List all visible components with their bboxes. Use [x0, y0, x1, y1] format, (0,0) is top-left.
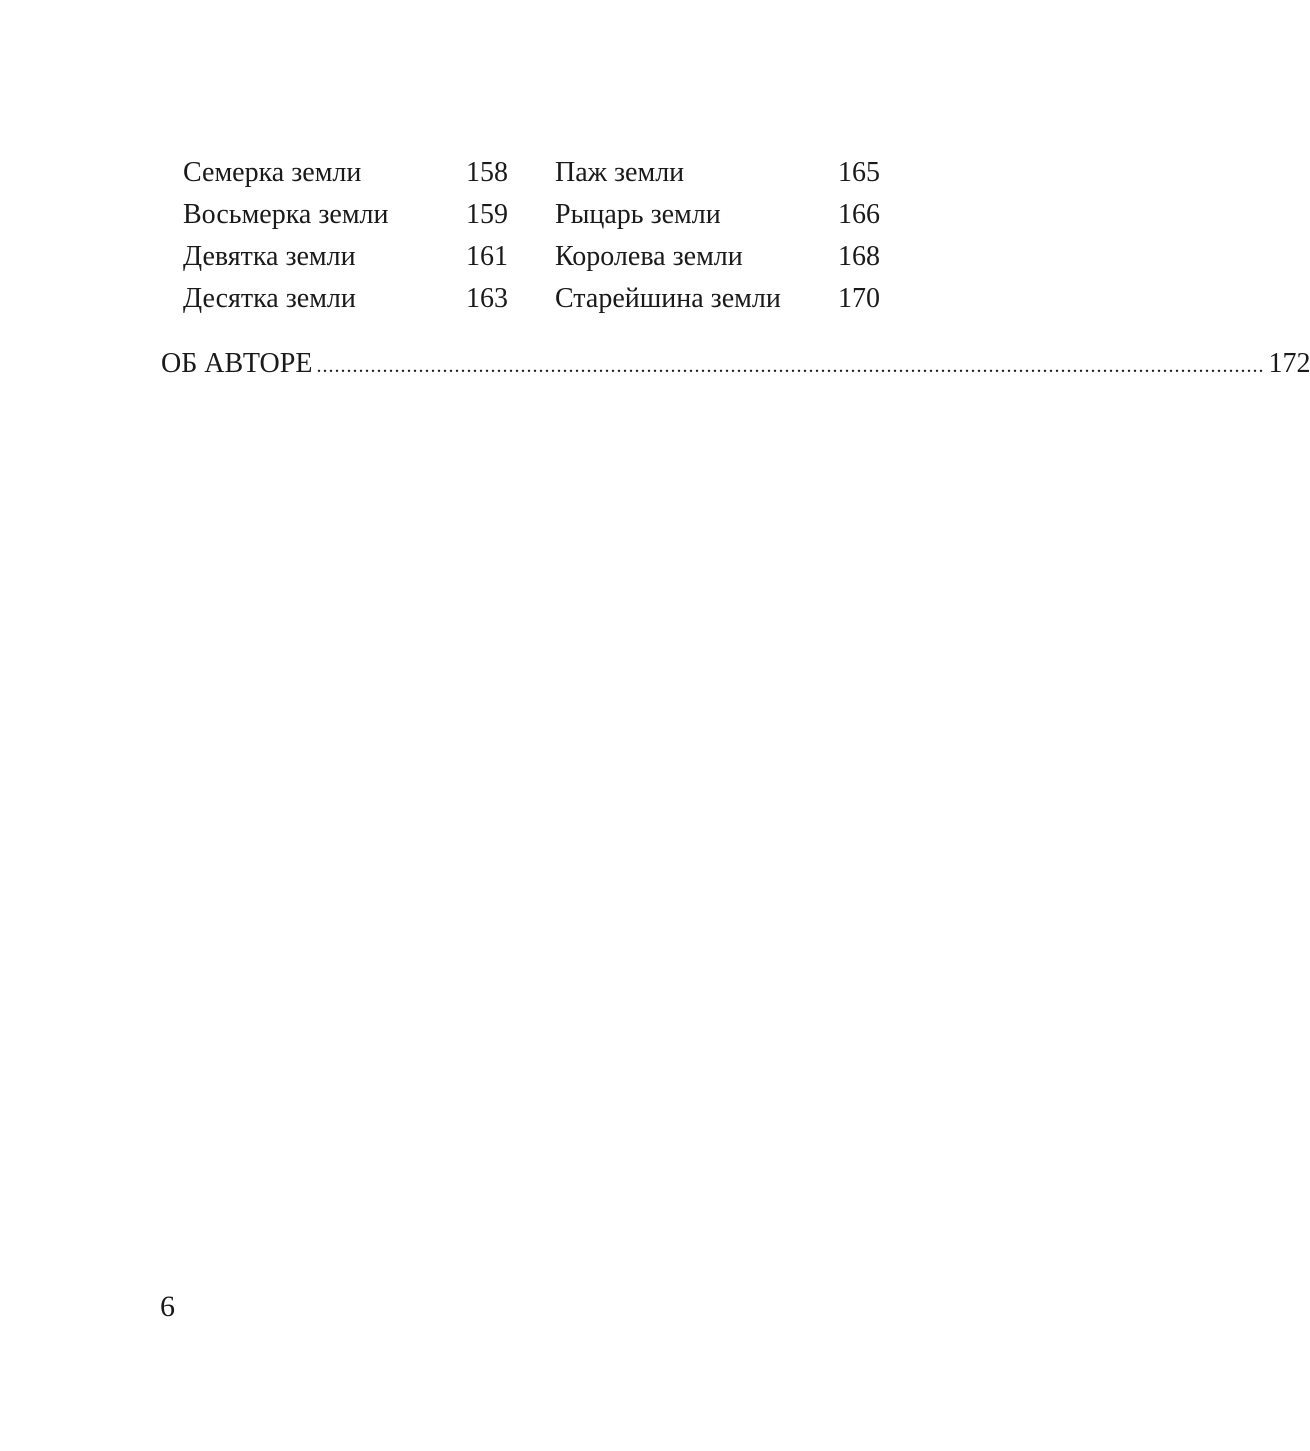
toc-left-column	[183, 152, 508, 320]
toc-entry-page: 170	[838, 283, 880, 314]
toc-entry-page: 158	[466, 157, 508, 188]
toc-columns	[183, 152, 883, 332]
toc-section-title: ОБ АВТОРЕ	[161, 348, 313, 379]
toc-entry-page: 166	[838, 199, 880, 230]
toc-entry	[183, 278, 508, 320]
toc-entry-title: Рыцарь земли	[555, 199, 721, 230]
toc-entry-page: 159	[466, 199, 508, 230]
toc-entry	[555, 278, 880, 320]
toc-entry	[183, 236, 508, 278]
toc-entry-title: Семерка земли	[183, 157, 362, 188]
toc-entry-title: Девятка земли	[183, 241, 356, 272]
toc-entry	[183, 194, 508, 236]
toc-entry	[183, 152, 508, 194]
dot-leader: ..............................................................................................................................................................	[316, 355, 1265, 377]
toc-right-column	[555, 152, 880, 320]
toc-entry	[555, 194, 880, 236]
toc-entry-title: Десятка земли	[183, 283, 356, 314]
page-number: 6	[160, 1290, 175, 1323]
toc-entry	[555, 152, 880, 194]
toc-entry	[555, 236, 880, 278]
toc-entry-title: Восьмерка земли	[183, 199, 389, 230]
toc-entry-page: 168	[838, 241, 880, 272]
toc-entry-title: Паж земли	[555, 157, 685, 188]
toc-entry-title: Старейшина земли	[555, 283, 781, 314]
toc-entry-page: 163	[466, 283, 508, 314]
toc-entry-page: 161	[466, 241, 508, 272]
toc-section-entry	[161, 343, 1310, 385]
toc-entry-page: 165	[838, 157, 880, 188]
toc-entry-title: Королева земли	[555, 241, 743, 272]
toc-section-page: 172	[1268, 348, 1310, 379]
